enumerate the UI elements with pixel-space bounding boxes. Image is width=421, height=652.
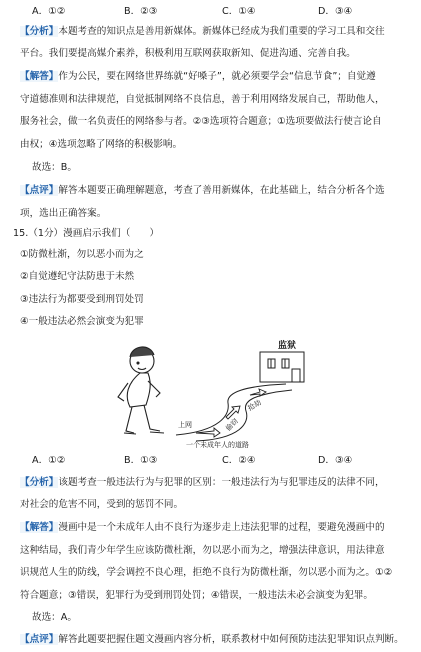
cartoon-image [110, 335, 340, 450]
answer-tag: 【解答】 [20, 522, 59, 533]
prison-sign: 监狱 [278, 341, 297, 351]
answer-line1 [20, 522, 413, 534]
answer-line2: 这种结局，我们青少年学生应该防微杜渐，勿以恶小而为之，增强法律意识，用法律意 [20, 545, 385, 556]
question-item-1: ①防微杜渐，勿以恶小而为之 [20, 249, 144, 260]
prev-analysis-tag: 【分析】 [20, 26, 59, 37]
question-options-row [32, 455, 412, 468]
question-item-2: ②自觉遵纪守法防患于未然 [20, 271, 135, 282]
analysis-text1: 该题考查一般违法行为与犯罪的区别：一般违法行为与犯罪违反的法律不同， [58, 477, 385, 488]
comment-line [20, 634, 413, 646]
comment-tag: 【点评】 [20, 634, 59, 645]
question-option-d: D．③④ [318, 455, 353, 466]
cartoon-caption: 一个未成年人的道路 [186, 441, 249, 449]
analysis-line1 [20, 477, 413, 489]
analysis-tag: 【分析】 [20, 477, 59, 488]
prev-analysis-text1: 本题考查的知识点是善用新媒体。新媒体已经成为我们重要的学习工具和交往 [58, 26, 385, 37]
prev-comment-tag: 【点评】 [20, 185, 59, 196]
prev-comment-line2: 项，选出正确答案。 [20, 208, 107, 219]
road-label-2: 抢劫 [246, 398, 263, 413]
prev-comment-text1: 解答本题要正确理解题意，考查了善用新媒体，在此基础上，结合分析各个选 [58, 185, 385, 196]
question-item-4: ④一般违法必然会演变为犯罪 [20, 316, 144, 327]
prev-answer-line2: 守道德准则和法律规范，自觉抵制网络不良信息，善于利用网络发展自己，帮助他人， [20, 94, 385, 105]
question-option-b: B．①③ [124, 455, 158, 466]
prev-answer-line1 [20, 71, 413, 83]
analysis-line2: 对社会的危害不同，受到的惩罚不同。 [20, 499, 184, 510]
prev-analysis-line2: 平台。我们要提高媒介素养，积极利用互联网获取新知、促进沟通、完善自我。 [20, 48, 356, 59]
answer-line4: 符合题意；③错误，犯罪行为受到刑罚处罚；④错误，一般违法未必会演变为犯罪。 [20, 590, 373, 601]
road-label-1: 上网 [178, 421, 192, 429]
youth-figure [118, 347, 164, 434]
prev-option-c: C．①④ [222, 6, 256, 17]
question-option-c: C．②④ [222, 455, 256, 466]
answer-line3: 识规范人生的防线，学会调控不良心理，拒绝不良行为防微杜渐，勿以恶小而为之。①② [20, 567, 393, 578]
prev-comment-line1 [20, 185, 413, 197]
answer-conclusion: 故选：A。 [32, 612, 77, 623]
prev-option-d: D．③④ [318, 6, 353, 17]
prev-option-a: A．①② [32, 6, 66, 17]
question-stem: 15.（1分）漫画启示我们（ ） [13, 228, 160, 239]
prev-analysis-line1 [20, 26, 413, 38]
question-option-a: A．①② [32, 455, 66, 466]
prev-answer-tag: 【解答】 [20, 71, 59, 82]
question-item-3: ③违法行为都要受到刑罚处罚 [20, 294, 144, 305]
prev-option-b: B．②③ [124, 6, 158, 17]
road-label-3: 偷窃 [224, 417, 240, 433]
comment-text: 解答此题要把握住题文漫画内容分析，联系教材中如何预防违法犯罪知识点判断。 [58, 634, 404, 645]
prev-answer-conclusion: 故选：B。 [32, 162, 77, 173]
prev-answer-text1: 作为公民，要在网络世界练就“好嗓子”，就必须要学会“信息节食”；自觉遵 [58, 71, 376, 82]
prev-options-row [32, 6, 412, 19]
prev-answer-line4: 由权；④选项忽略了网络的积极影响。 [20, 139, 183, 150]
answer-text1: 漫画中是一个未成年人由不良行为逐步走上违法犯罪的过程，要避免漫画中的 [58, 522, 385, 533]
prison-building [260, 352, 304, 382]
prev-answer-line3: 服务社会，做一名负责任的网络参与者。②③选项符合题意；①选项要做法行使言论自 [20, 116, 382, 127]
